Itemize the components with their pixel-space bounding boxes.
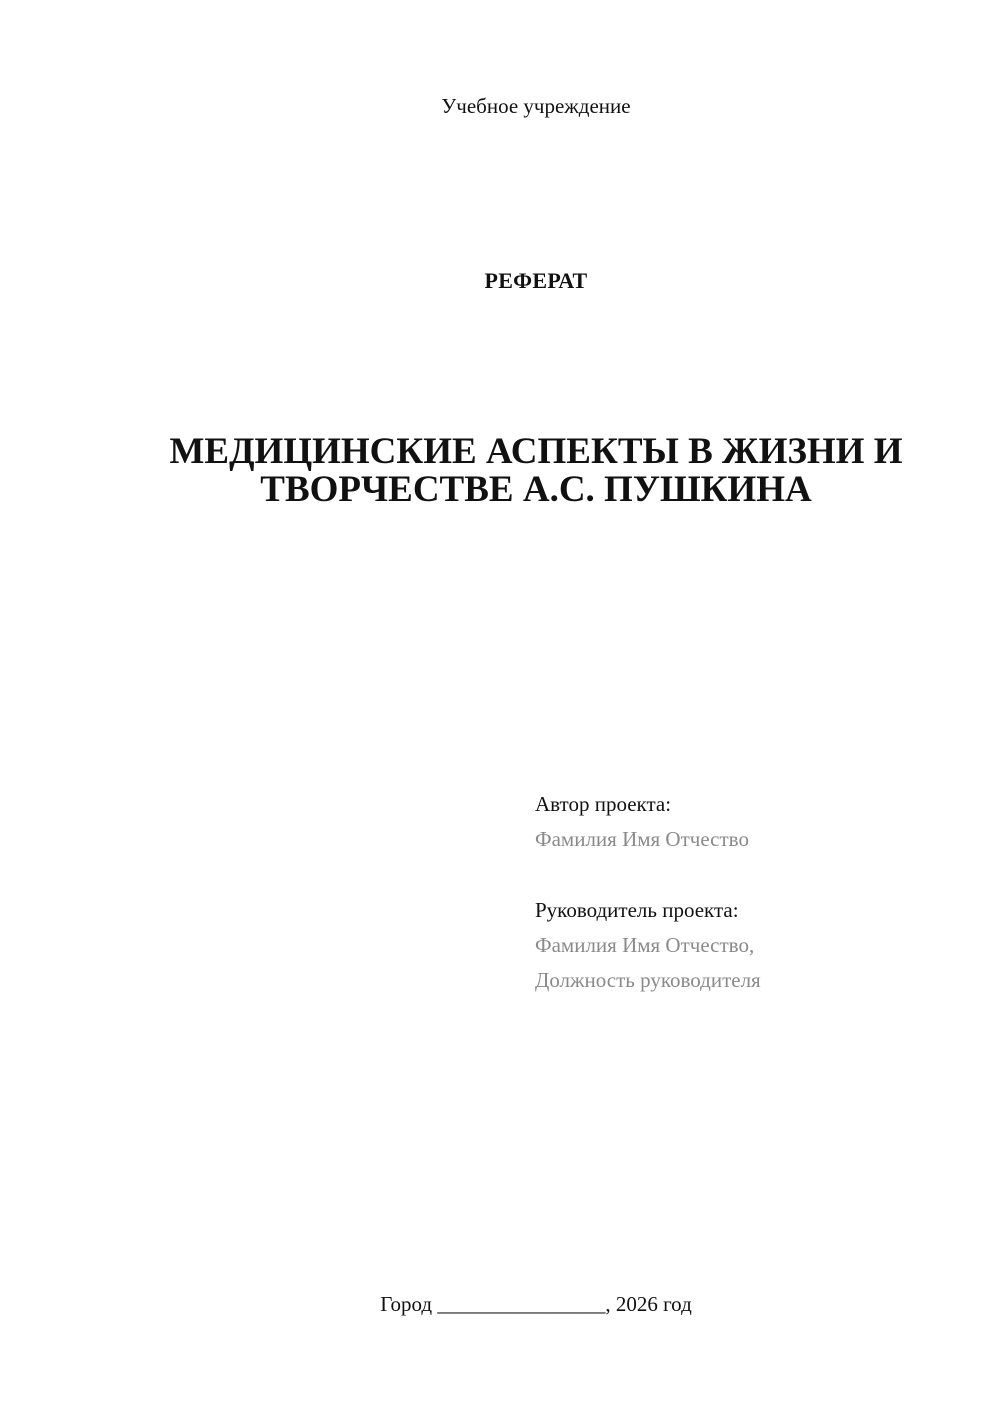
credits-block [535,787,975,998]
credits-spacer [535,857,975,893]
supervisor-label: Руководитель проекта: [535,898,739,922]
document-title-line-2: ТВОРЧЕСТВЕ А.С. ПУШКИНА [260,469,812,510]
author-label: Автор проекта: [535,792,672,816]
supervisor-name: Фамилия Имя Отчество, [535,933,755,957]
document-title [130,433,942,509]
year-text: , 2026 год [605,1292,692,1316]
city-blank-line: ________________ [437,1292,606,1316]
document-title-line-1: МЕДИЦИНСКИЕ АСПЕКТЫ В ЖИЗНИ И [169,431,903,472]
supervisor-position: Должность руководителя [535,968,761,992]
document-type: РЕФЕРАТ [484,268,588,293]
author-name: Фамилия Имя Отчество [535,827,749,851]
city-year-line [0,1290,1000,1318]
city-label: Город [380,1292,433,1316]
institution-name: Учебное учреждение [441,94,631,118]
